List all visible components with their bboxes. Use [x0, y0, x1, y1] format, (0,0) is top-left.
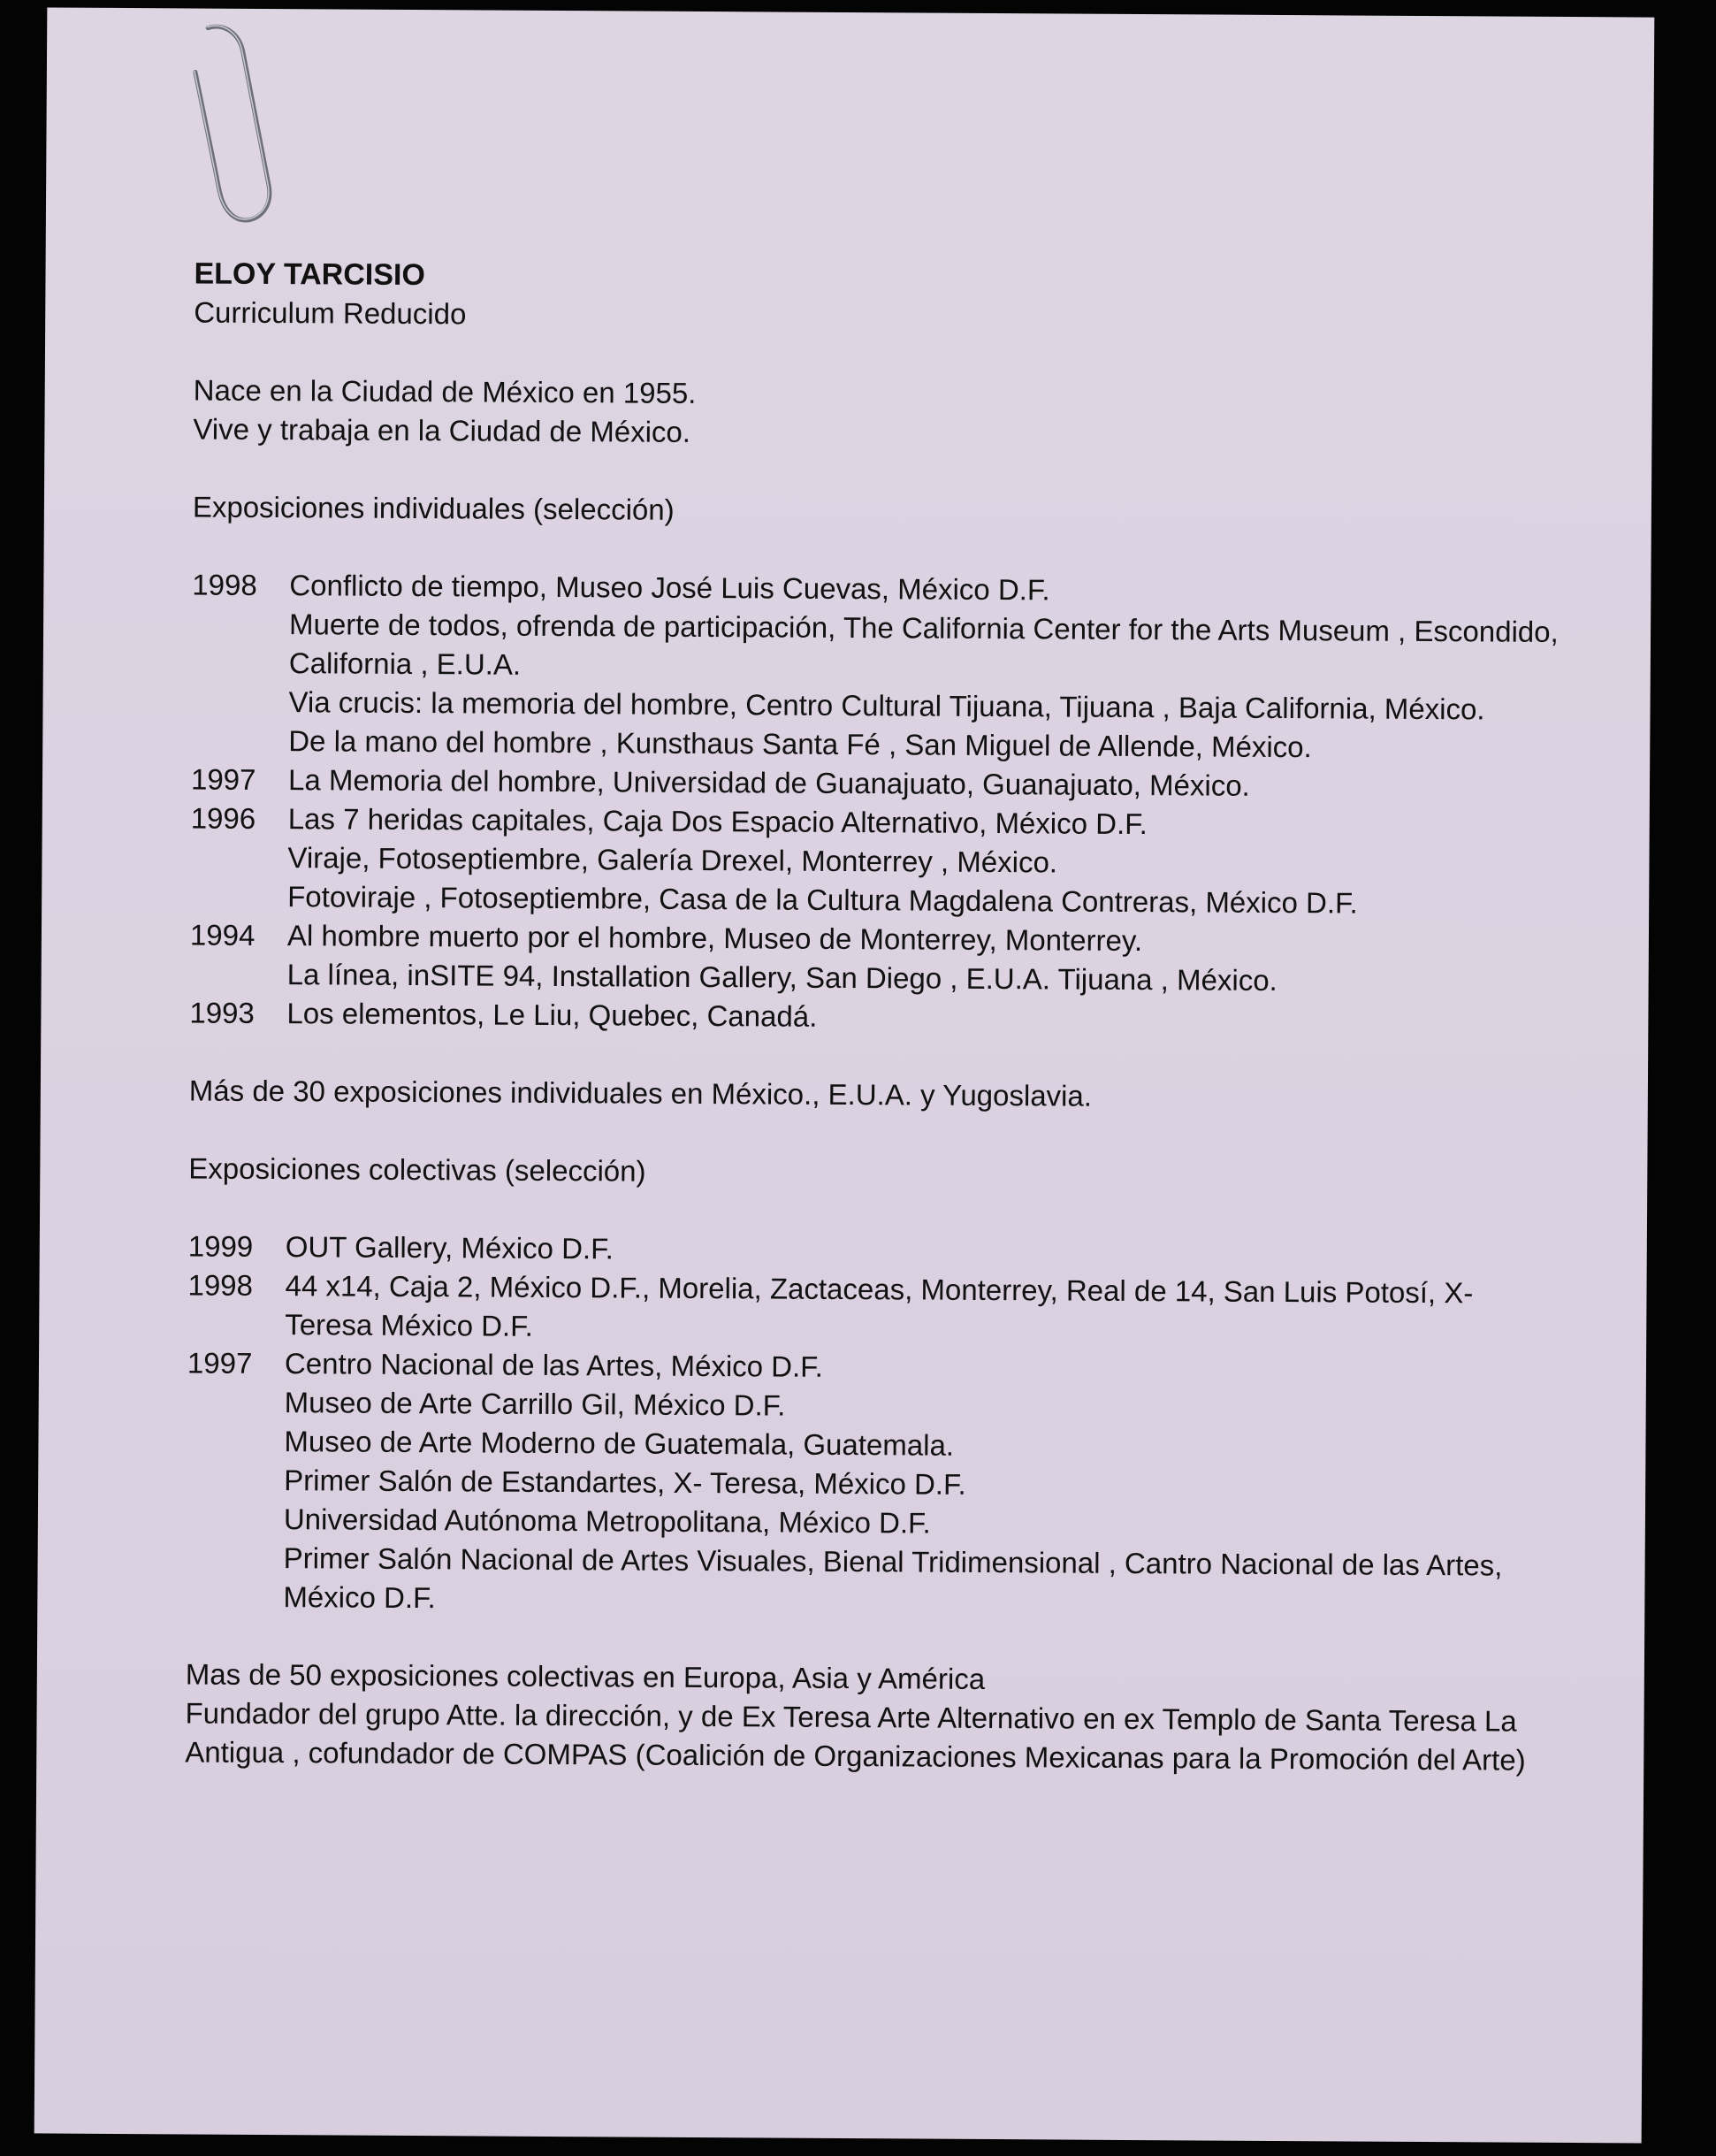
- exhibition-year: 1998: [187, 1268, 254, 1302]
- exhibition-year-row: [186, 1343, 1567, 1625]
- exhibition-entries: [286, 994, 1568, 1041]
- exhibition-year: 1996: [190, 801, 256, 835]
- exhibition-year-row: [190, 799, 1570, 924]
- exhibition-entry: 44 x14, Caja 2, México D.F., Morelia, Zactaceas, Monterrey, Real de 14, San Luis Potosí, X- Teresa México D.F.: [285, 1269, 1474, 1342]
- exhibition-entry: Centro Nacional de las Artes, México D.F.: [284, 1347, 824, 1383]
- exhibition-entry: De la mano del hombre , Kunsthaus Santa Fé , San Miguel de Allende, México.: [288, 724, 1312, 764]
- exhibition-year: 1998: [192, 568, 257, 601]
- cv-content: [185, 254, 1573, 1779]
- exhibition-entry: Las 7 heridas capitales, Caja Dos Espacio Alternativo, México D.F.: [287, 802, 1148, 841]
- individual-heading: Exposiciones individuales (selección): [192, 490, 675, 526]
- individual-exhibitions-list: [189, 565, 1571, 1041]
- exhibition-entry: Museo de Arte Moderno de Guatemala, Guatemala.: [284, 1425, 955, 1462]
- exhibition-entry: Muerte de todos, ofrenda de participación, The California Center for the Arts Museum , Escondido, California , E.U.A.: [288, 608, 1559, 681]
- exhibition-year: 1999: [187, 1229, 254, 1263]
- exhibition-entry: Via crucis: la memoria del hombre, Centro Cultural Tijuana, Tijuana , Baja California, México.: [288, 685, 1485, 726]
- exhibition-entry: Al hombre muerto por el hombre, Museo de Monterrey, Monterrey.: [286, 919, 1143, 958]
- exhibition-entries: [283, 1344, 1567, 1625]
- exhibition-entries: [287, 799, 1570, 924]
- exhibition-year-row: [187, 1265, 1567, 1352]
- paperclip-icon: [187, 17, 286, 230]
- exhibition-entry: La Memoria del hombre, Universidad de Guanajuato, Guanajuato, México.: [287, 763, 1250, 802]
- exhibition-entry: Los elementos, Le Liu, Quebec, Canadá.: [286, 997, 818, 1033]
- artist-name: ELOY TARCISIO: [194, 256, 425, 293]
- closing-paragraph: Fundador del grupo Atte. la dirección, y de Ex Teresa Arte Alternativo en ex Templo de Santa Teresa La Antigua , cofundador de COMPAS (Coalición de Organizaciones Mexicanas para la Promoción del Arte): [185, 1696, 1526, 1777]
- document-page: [34, 7, 1655, 2143]
- exhibition-entries: [288, 566, 1571, 768]
- bio-line: Vive y trabaja en la Ciudad de México.: [193, 412, 691, 448]
- exhibition-entries: [287, 916, 1570, 1002]
- collective-heading: Exposiciones colectivas (selección): [188, 1151, 646, 1188]
- closing-line: Mas de 50 exposiciones colectivas en Europa, Asia y América: [185, 1657, 986, 1695]
- exhibition-entry: Conflicto de tiempo, Museo José Luis Cuevas, México D.F.: [289, 569, 1050, 607]
- exhibition-entry: La línea, inSITE 94, Installation Gallery, San Diego , E.U.A. Tijuana , México.: [286, 958, 1277, 997]
- exhibition-year: 1997: [190, 762, 256, 796]
- document-subtitle: Curriculum Reducido: [194, 295, 467, 331]
- exhibition-entry: Fotoviraje , Fotoseptiembre, Casa de la Cultura Magdalena Contreras, México D.F.: [287, 880, 1358, 920]
- exhibition-entry: OUT Gallery, México D.F.: [285, 1230, 614, 1265]
- individual-summary: Más de 30 exposiciones individuales en México., E.U.A. y Yugoslavia.: [188, 1074, 1093, 1112]
- collective-exhibitions-list: [186, 1227, 1567, 1625]
- exhibition-entry: Primer Salón de Estandartes, X- Teresa, México D.F.: [284, 1464, 966, 1501]
- exhibition-entry: Primer Salón Nacional de Artes Visuales, Bienal Tridimensional , Cantro Nacional de las Artes, México D.F.: [283, 1541, 1503, 1615]
- exhibition-entry: Viraje, Fotoseptiembre, Galería Drexel, Monterrey , México.: [287, 841, 1058, 879]
- exhibition-entry: Universidad Autónoma Metropolitana, México D.F.: [283, 1502, 931, 1540]
- bio-line: Nace en la Ciudad de México en 1955.: [193, 373, 697, 409]
- exhibition-year: 1994: [189, 918, 255, 952]
- exhibition-year: 1993: [189, 996, 255, 1029]
- exhibition-year-row: [190, 915, 1570, 1002]
- exhibition-year: 1997: [187, 1346, 253, 1380]
- exhibition-entry: Museo de Arte Carrillo Gil, México D.F.: [284, 1386, 786, 1422]
- exhibition-entries: [285, 1266, 1567, 1352]
- exhibition-year-row: [191, 565, 1571, 768]
